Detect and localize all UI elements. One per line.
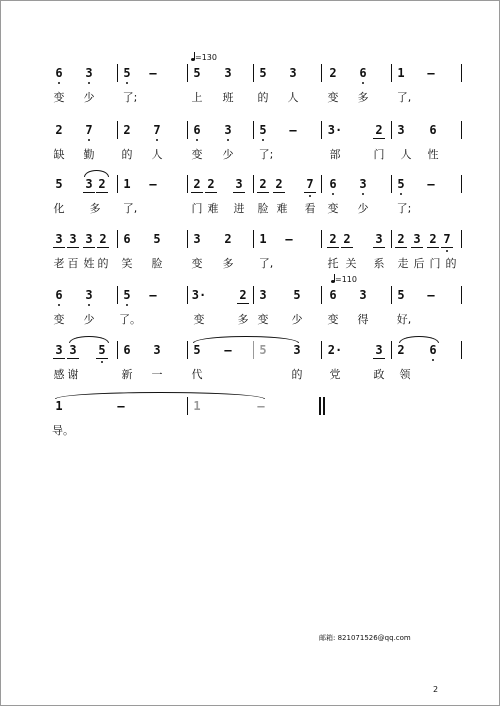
note: 3 bbox=[193, 232, 201, 246]
eighth-underline bbox=[341, 247, 353, 248]
eighth-underline bbox=[237, 303, 249, 304]
lower-octave-dot bbox=[156, 139, 158, 141]
note: 7 bbox=[443, 232, 451, 246]
lower-octave-dot bbox=[432, 359, 434, 361]
note: 5 bbox=[259, 123, 267, 137]
note: 5 bbox=[55, 177, 63, 191]
barline bbox=[187, 230, 188, 248]
lyric-syllable: 百 bbox=[67, 257, 79, 270]
note: 6 bbox=[193, 123, 201, 137]
lyric-syllable: 变 bbox=[257, 313, 269, 326]
eighth-underline bbox=[411, 247, 423, 248]
lyric-syllable: 难 bbox=[207, 202, 219, 215]
lyric-syllable: 少 bbox=[357, 202, 369, 215]
lyric-syllable: 变 bbox=[191, 148, 203, 161]
lyric-syllable: 门 bbox=[191, 202, 203, 215]
barline bbox=[117, 121, 118, 139]
lyric-syllable: 谢 bbox=[67, 368, 79, 381]
lyric-syllable: 系 bbox=[373, 257, 385, 270]
tempo-value: =110 bbox=[335, 275, 357, 284]
eighth-underline bbox=[205, 192, 217, 193]
barline bbox=[253, 230, 254, 248]
lyric-syllable: 门 bbox=[429, 257, 441, 270]
quarter-note-icon bbox=[191, 58, 195, 61]
score-row bbox=[1, 53, 500, 126]
eighth-underline bbox=[273, 192, 285, 193]
lyric-syllable: 勤 bbox=[83, 148, 95, 161]
eighth-underline bbox=[96, 358, 108, 359]
note: 5 bbox=[193, 343, 201, 357]
note: 2 bbox=[329, 66, 337, 80]
lower-octave-dot bbox=[58, 82, 60, 84]
lyric-syllable: 变 bbox=[53, 91, 65, 104]
lower-octave-dot bbox=[88, 304, 90, 306]
note: 6 bbox=[429, 123, 437, 137]
lower-octave-dot bbox=[400, 193, 402, 195]
tie-slur bbox=[55, 392, 265, 399]
note: 3 bbox=[69, 343, 77, 357]
note: – bbox=[117, 399, 125, 413]
note: 6 bbox=[329, 288, 337, 302]
note: 3 bbox=[359, 288, 367, 302]
eighth-underline bbox=[327, 247, 339, 248]
note: – bbox=[224, 343, 232, 357]
note: – bbox=[427, 66, 435, 80]
lyric-syllable: 了。 bbox=[119, 313, 141, 326]
note: 6 bbox=[359, 66, 367, 80]
lyric-syllable: 笑 bbox=[121, 257, 133, 270]
note: 3 bbox=[85, 232, 93, 246]
note: – bbox=[149, 177, 157, 191]
lower-octave-dot bbox=[126, 304, 128, 306]
eighth-underline bbox=[257, 192, 269, 193]
barline bbox=[187, 175, 188, 193]
note: – bbox=[149, 288, 157, 302]
tie-slur bbox=[193, 336, 299, 343]
lyric-syllable: 变 bbox=[191, 257, 203, 270]
barline bbox=[117, 175, 118, 193]
tempo-marking bbox=[191, 53, 217, 63]
note: – bbox=[427, 177, 435, 191]
barline bbox=[117, 341, 118, 359]
lyric-syllable: 多 bbox=[89, 202, 101, 215]
note: – bbox=[285, 232, 293, 246]
lyric-syllable: 少 bbox=[83, 313, 95, 326]
note: – bbox=[427, 288, 435, 302]
note: 3 bbox=[359, 177, 367, 191]
lyric-syllable: 缺 bbox=[53, 148, 65, 161]
lyric-syllable: 脸 bbox=[257, 202, 269, 215]
eighth-underline bbox=[373, 247, 385, 248]
barline bbox=[253, 121, 254, 139]
note: 3 bbox=[375, 232, 383, 246]
note: 5 bbox=[98, 343, 106, 357]
note: 2 bbox=[239, 288, 247, 302]
note: 7 bbox=[85, 123, 93, 137]
barline bbox=[391, 230, 392, 248]
eighth-underline bbox=[395, 247, 407, 248]
footer-contact bbox=[319, 633, 411, 643]
lower-octave-dot bbox=[332, 193, 334, 195]
note: 3 bbox=[85, 288, 93, 302]
note: 2 bbox=[55, 123, 63, 137]
lyric-syllable: 了, bbox=[258, 257, 274, 270]
note: 3 bbox=[375, 343, 383, 357]
eighth-underline bbox=[83, 192, 95, 193]
lyric-syllable: 导。 bbox=[52, 424, 74, 437]
barline bbox=[253, 341, 254, 359]
lyric-syllable: 感 bbox=[53, 368, 65, 381]
note: 3 bbox=[55, 343, 63, 357]
lyric-syllable: 变 bbox=[53, 313, 65, 326]
final-barline bbox=[323, 397, 325, 415]
eighth-underline bbox=[53, 358, 65, 359]
note: 7 bbox=[153, 123, 161, 137]
page-number: 2 bbox=[433, 685, 439, 694]
barline bbox=[321, 286, 322, 304]
note: 2 bbox=[224, 232, 232, 246]
eighth-underline bbox=[427, 247, 439, 248]
note: 2 bbox=[207, 177, 215, 191]
lyric-syllable: 多 bbox=[237, 313, 249, 326]
score-row bbox=[1, 232, 500, 292]
lyric-syllable: 关 bbox=[345, 257, 357, 270]
barline bbox=[321, 64, 322, 82]
lyric-syllable: 的 bbox=[445, 257, 457, 270]
note: 3 bbox=[259, 288, 267, 302]
lower-octave-dot bbox=[446, 250, 448, 252]
barline bbox=[461, 341, 462, 359]
tie-slur bbox=[399, 336, 439, 343]
note: 5 bbox=[123, 66, 131, 80]
tie-slur bbox=[84, 170, 109, 177]
note: 1 bbox=[397, 66, 405, 80]
lyric-syllable: 的 bbox=[257, 91, 269, 104]
lower-octave-dot bbox=[58, 304, 60, 306]
eighth-underline bbox=[233, 192, 245, 193]
note: 3 bbox=[235, 177, 243, 191]
barline bbox=[253, 175, 254, 193]
lyric-syllable: 多 bbox=[222, 257, 234, 270]
lyric-syllable: 上 bbox=[191, 91, 203, 104]
lyric-syllable: 变 bbox=[327, 202, 339, 215]
lyric-syllable: 老 bbox=[53, 257, 65, 270]
tie-slur bbox=[69, 336, 109, 343]
lower-octave-dot bbox=[262, 139, 264, 141]
lyric-syllable: 少 bbox=[291, 313, 303, 326]
note: 3 bbox=[55, 232, 63, 246]
barline bbox=[391, 64, 392, 82]
lyric-syllable: 部 bbox=[329, 148, 341, 161]
barline bbox=[187, 121, 188, 139]
note: 2 bbox=[259, 177, 267, 191]
note: 3 bbox=[224, 123, 232, 137]
note: 2 bbox=[375, 123, 383, 137]
quarter-note-icon bbox=[331, 280, 335, 283]
lyric-syllable: 难 bbox=[276, 202, 288, 215]
note: 3 bbox=[224, 66, 232, 80]
barline bbox=[187, 341, 188, 359]
note: 3 bbox=[413, 232, 421, 246]
note: 2 bbox=[99, 232, 107, 246]
lyric-syllable: 姓 bbox=[83, 257, 95, 270]
lyric-syllable: 好, bbox=[396, 313, 412, 326]
lyric-syllable: 了; bbox=[122, 91, 138, 104]
lyric-syllable: 多 bbox=[357, 91, 369, 104]
eighth-underline bbox=[53, 247, 65, 248]
note: 5 bbox=[259, 66, 267, 80]
note: 2 bbox=[397, 232, 405, 246]
lyric-syllable: 变 bbox=[327, 313, 339, 326]
eighth-underline bbox=[67, 358, 79, 359]
eighth-underline bbox=[67, 247, 79, 248]
note: 3 bbox=[293, 343, 301, 357]
barline bbox=[187, 397, 188, 415]
eighth-underline bbox=[96, 192, 108, 193]
note: 5 bbox=[193, 66, 201, 80]
lyric-syllable: 变 bbox=[193, 313, 205, 326]
barline bbox=[253, 286, 254, 304]
footer-email: 821071526@qq.com bbox=[337, 634, 411, 642]
eighth-underline bbox=[304, 192, 316, 193]
lower-octave-dot bbox=[362, 82, 364, 84]
note: 3 bbox=[153, 343, 161, 357]
note: – bbox=[257, 399, 265, 413]
lyric-syllable: 性 bbox=[427, 148, 439, 161]
lyric-syllable: 少 bbox=[83, 91, 95, 104]
note: 5 bbox=[153, 232, 161, 246]
note: 6 bbox=[329, 177, 337, 191]
note: 3 bbox=[85, 177, 93, 191]
lyric-syllable: 了, bbox=[396, 91, 412, 104]
note: – bbox=[149, 66, 157, 80]
note: 2 bbox=[397, 343, 405, 357]
barline bbox=[253, 64, 254, 82]
tempo-marking bbox=[331, 275, 357, 285]
note: 3· bbox=[191, 288, 207, 302]
score-row bbox=[1, 177, 500, 237]
footer-label: 邮箱: bbox=[319, 634, 336, 642]
barline bbox=[461, 286, 462, 304]
barline bbox=[321, 175, 322, 193]
note: 2 bbox=[329, 232, 337, 246]
barline bbox=[187, 64, 188, 82]
note: 3 bbox=[397, 123, 405, 137]
lyric-syllable: 走 bbox=[397, 257, 409, 270]
lyric-syllable: 的 bbox=[291, 368, 303, 381]
barline bbox=[461, 121, 462, 139]
note: 5 bbox=[397, 288, 405, 302]
note: 6 bbox=[123, 343, 131, 357]
barline bbox=[391, 121, 392, 139]
lyric-syllable: 班 bbox=[222, 91, 234, 104]
lyric-syllable: 一 bbox=[151, 368, 163, 381]
barline bbox=[391, 341, 392, 359]
final-barline bbox=[319, 397, 321, 415]
lyric-syllable: 看 bbox=[304, 202, 316, 215]
lyric-syllable: 了, bbox=[122, 202, 138, 215]
note: 3 bbox=[85, 66, 93, 80]
note: 3 bbox=[289, 66, 297, 80]
eighth-underline bbox=[191, 192, 203, 193]
note: – bbox=[289, 123, 297, 137]
barline bbox=[461, 175, 462, 193]
note: 1 bbox=[259, 232, 267, 246]
lyric-syllable: 人 bbox=[151, 148, 163, 161]
note: 2 bbox=[343, 232, 351, 246]
note: 2 bbox=[429, 232, 437, 246]
lower-octave-dot bbox=[362, 193, 364, 195]
barline bbox=[117, 64, 118, 82]
note: 3· bbox=[327, 123, 343, 137]
note: 5 bbox=[259, 343, 267, 357]
barline bbox=[321, 341, 322, 359]
note: 3 bbox=[69, 232, 77, 246]
lyric-syllable: 代 bbox=[191, 368, 203, 381]
lower-octave-dot bbox=[88, 82, 90, 84]
lower-octave-dot bbox=[196, 139, 198, 141]
note: 5 bbox=[293, 288, 301, 302]
lyric-syllable: 了; bbox=[396, 202, 412, 215]
lyric-syllable: 变 bbox=[327, 91, 339, 104]
lower-octave-dot bbox=[88, 139, 90, 141]
lyric-syllable: 政 bbox=[373, 368, 385, 381]
note: 6 bbox=[55, 288, 63, 302]
lyric-syllable: 人 bbox=[400, 148, 412, 161]
note: 5 bbox=[123, 288, 131, 302]
note: 6 bbox=[123, 232, 131, 246]
note: 1 bbox=[123, 177, 131, 191]
lyric-syllable: 脸 bbox=[151, 257, 163, 270]
eighth-underline bbox=[83, 247, 95, 248]
note: 5 bbox=[397, 177, 405, 191]
lyric-syllable: 的 bbox=[97, 257, 109, 270]
barline bbox=[187, 286, 188, 304]
note: 2· bbox=[327, 343, 343, 357]
note: 1 bbox=[55, 399, 63, 413]
note: 1 bbox=[193, 399, 201, 413]
barline bbox=[461, 230, 462, 248]
lyric-syllable: 化 bbox=[53, 202, 65, 215]
eighth-underline bbox=[373, 358, 385, 359]
eighth-underline bbox=[441, 247, 453, 248]
note: 7 bbox=[306, 177, 314, 191]
eighth-underline bbox=[97, 247, 109, 248]
barline bbox=[391, 175, 392, 193]
note: 6 bbox=[55, 66, 63, 80]
barline bbox=[117, 286, 118, 304]
tempo-value: =130 bbox=[195, 53, 217, 62]
lyric-syllable: 少 bbox=[222, 148, 234, 161]
barline bbox=[391, 286, 392, 304]
lower-octave-dot bbox=[101, 361, 103, 363]
lyric-syllable: 新 bbox=[121, 368, 133, 381]
lyric-syllable: 托 bbox=[327, 257, 339, 270]
note: 6 bbox=[429, 343, 437, 357]
note: 2 bbox=[98, 177, 106, 191]
lyric-syllable: 进 bbox=[233, 202, 245, 215]
lyric-syllable: 党 bbox=[329, 368, 341, 381]
lower-octave-dot bbox=[227, 139, 229, 141]
score-row bbox=[1, 399, 500, 459]
lyric-syllable: 得 bbox=[357, 313, 369, 326]
lyric-syllable: 后 bbox=[413, 257, 425, 270]
lyric-syllable: 了; bbox=[258, 148, 274, 161]
barline bbox=[461, 64, 462, 82]
note: 2 bbox=[193, 177, 201, 191]
lyric-syllable: 领 bbox=[399, 368, 411, 381]
lyric-syllable: 人 bbox=[287, 91, 299, 104]
barline bbox=[321, 230, 322, 248]
lyric-syllable: 的 bbox=[121, 148, 133, 161]
barline bbox=[117, 230, 118, 248]
score-row bbox=[1, 123, 500, 183]
eighth-underline bbox=[373, 138, 385, 139]
lower-octave-dot bbox=[309, 195, 311, 197]
note: 2 bbox=[123, 123, 131, 137]
lyric-syllable: 门 bbox=[373, 148, 385, 161]
barline bbox=[321, 121, 322, 139]
note: 2 bbox=[275, 177, 283, 191]
lower-octave-dot bbox=[126, 82, 128, 84]
